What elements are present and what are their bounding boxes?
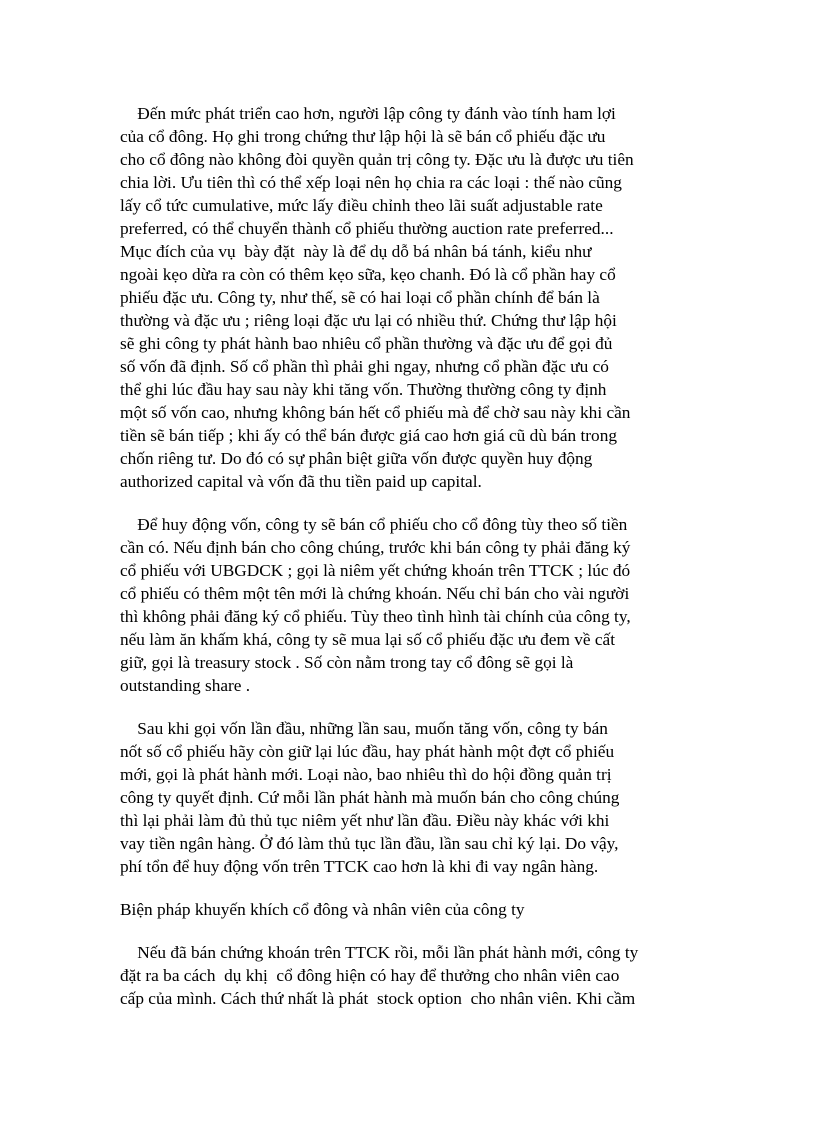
- text-line: cho cổ đông nào không đòi quyền quản trị công ty. Đặc ưu là được ưu tiên: [120, 150, 634, 169]
- text-line: Để huy động vốn, công ty sẽ bán cổ phiếu cho cổ đông tùy theo số tiền: [120, 515, 628, 534]
- text-line: Mục đích của vụ bày đặt này là để dụ dỗ bá nhân bá tánh, kiểu như: [120, 242, 592, 261]
- text-line: nốt số cổ phiếu hãy còn giữ lại lúc đầu, hay phát hành một đợt cổ phiếu: [120, 742, 615, 761]
- text-line: một số vốn cao, nhưng không bán hết cổ phiếu mà để chờ sau này khi cần: [120, 403, 631, 422]
- text-line: thì lại phải làm đủ thủ tục niêm yết như lần đầu. Điều này khác với khi: [120, 811, 610, 830]
- text-line: chia lời. Ưu tiên thì có thể xếp loại nên họ chia ra các loại : thế nào cũng: [120, 173, 622, 192]
- text-line: lấy cổ tức cumulative, mức lấy điều chỉnh theo lãi suất adjustable rate: [120, 196, 603, 215]
- text-line: thì không phải đăng ký cổ phiếu. Tùy theo tình hình tài chính của công ty,: [120, 607, 631, 626]
- text-line: nếu làm ăn khấm khá, công ty sẽ mua lại số cổ phiếu đặc ưu đem về cất: [120, 630, 616, 649]
- text-line: preferred, có thể chuyển thành cổ phiếu thường auction rate preferred...: [120, 219, 614, 238]
- text-line: của cổ đông. Họ ghi trong chứng thư lập hội là sẽ bán cổ phiếu đặc ưu: [120, 127, 606, 146]
- document-body: [120, 102, 700, 1030]
- text-line: Nếu đã bán chứng khoán trên TTCK rồi, mỗi lần phát hành mới, công ty: [120, 943, 639, 962]
- text-line: ngoài kẹo dừa ra còn có thêm kẹo sữa, kẹo chanh. Đó là cổ phần hay cổ: [120, 265, 616, 284]
- text-line: thể ghi lúc đầu hay sau này khi tăng vốn. Thường thường công ty định: [120, 380, 607, 399]
- text-line: Sau khi gọi vốn lần đầu, những lần sau, muốn tăng vốn, công ty bán: [120, 719, 608, 738]
- paragraph-incentives: [120, 941, 700, 1010]
- paragraph-preferred-shares: [120, 102, 700, 493]
- section-heading-text: Biện pháp khuyến khích cổ đông và nhân viên của công ty: [120, 900, 525, 919]
- text-line: cổ phiếu có thêm một tên mới là chứng khoán. Nếu chỉ bán cho vài người: [120, 584, 630, 603]
- text-line: mới, gọi là phát hành mới. Loại nào, bao nhiêu thì do hội đồng quản trị: [120, 765, 612, 784]
- paragraph-raising-capital: [120, 513, 700, 697]
- text-line: vay tiền ngân hàng. Ở đó làm thủ tục lần đầu, lần sau chỉ ký lại. Do vậy,: [120, 834, 619, 853]
- text-line: outstanding share .: [120, 676, 251, 695]
- text-line: công ty quyết định. Cứ mỗi lần phát hành mà muốn bán cho công chúng: [120, 788, 620, 807]
- text-line: số vốn đã định. Số cổ phần thì phải ghi ngay, nhưng cổ phần đặc ưu có: [120, 357, 609, 376]
- text-line: phiếu đặc ưu. Công ty, như thế, sẽ có hai loại cổ phần chính để bán là: [120, 288, 600, 307]
- text-line: sẽ ghi công ty phát hành bao nhiêu cổ phần thường và đặc ưu để gọi đủ: [120, 334, 613, 353]
- text-line: authorized capital và vốn đã thu tiền paid up capital.: [120, 472, 482, 491]
- text-line: chốn riêng tư. Do đó có sự phân biệt giữa vốn được quyền huy động: [120, 449, 593, 468]
- text-line: phí tổn để huy động vốn trên TTCK cao hơn là khi đi vay ngân hàng.: [120, 857, 599, 876]
- paragraph-new-issues: [120, 717, 700, 878]
- text-line: tiền sẽ bán tiếp ; khi ấy có thể bán được giá cao hơn giá cũ dù bán trong: [120, 426, 617, 445]
- text-line: cần có. Nếu định bán cho công chúng, trước khi bán công ty phải đăng ký: [120, 538, 631, 557]
- text-line: cổ phiếu với UBGDCK ; gọi là niêm yết chứng khoán trên TTCK ; lúc đó: [120, 561, 631, 580]
- text-line: thường và đặc ưu ; riêng loại đặc ưu lại có nhiều thứ. Chứng thư lập hội: [120, 311, 617, 330]
- section-heading: [120, 898, 700, 921]
- text-line: giữ, gọi là treasury stock . Số còn nằm trong tay cổ đông sẽ gọi là: [120, 653, 574, 672]
- text-line: Đến mức phát triển cao hơn, người lập công ty đánh vào tính ham lợi: [120, 104, 616, 123]
- text-line: đặt ra ba cách dụ khị cổ đông hiện có hay để thưởng cho nhân viên cao: [120, 966, 620, 985]
- text-line: cấp của mình. Cách thứ nhất là phát stock option cho nhân viên. Khi cầm: [120, 989, 636, 1008]
